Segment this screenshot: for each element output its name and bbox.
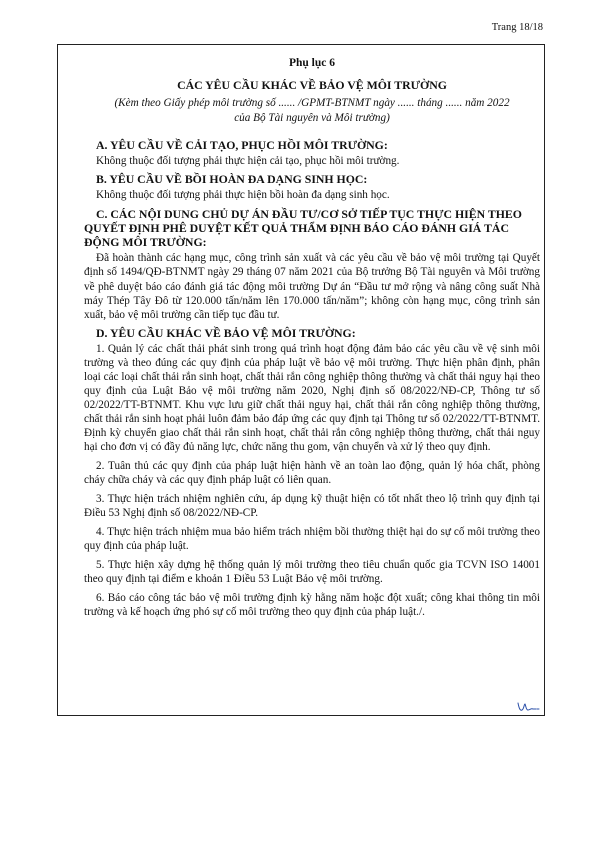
section-d-item-2: 2. Tuân thủ các quy định của pháp luật hiện hành về an toàn lao động, quản lý hóa chất, phòng cháy chữa cháy và các quy định pháp luật có liên quan.	[84, 460, 540, 487]
section-c-heading: C. CÁC NỘI DUNG CHỦ DỰ ÁN ĐẦU TƯ/CƠ SỞ TIẾP TỤC THỰC HIỆN THEO QUYẾT ĐỊNH PHÊ DUYỆT KẾT QUẢ THẨM ĐỊNH BÁO CÁO ĐÁNH GIÁ TÁC ĐỘNG MÔI TRƯỜNG:	[84, 206, 522, 250]
appendix-label: Phụ lục 6	[288, 57, 335, 69]
page-title: CÁC YÊU CẦU KHÁC VỀ BẢO VỆ MÔI TRƯỜNG	[177, 78, 447, 93]
section-a-text: Không thuộc đối tượng phải thực hiện cải tạo, phục hồi môi trường.	[96, 155, 400, 168]
section-d-heading: D. YÊU CẦU KHÁC VỀ BẢO VỆ MÔI TRƯỜNG:	[96, 326, 356, 341]
section-a-heading: A. YÊU CẦU VỀ CẢI TẠO, PHỤC HỒI MÔI TRƯỜNG:	[96, 137, 388, 152]
section-d-item-3: 3. Thực hiện trách nhiệm nghiên cứu, áp dụng kỹ thuật hiện có tốt nhất theo lộ trình quy định tại Điều 53 Nghị định số 08/2022/NĐ-CP.	[84, 493, 540, 520]
section-d-item-5: 5. Thực hiện xây dựng hệ thống quản lý môi trường theo tiêu chuẩn quốc gia TCVN ISO 14001 theo quy định tại điểm e khoản 1 Điều 53 Luật Bảo vệ môi trường.	[84, 559, 540, 586]
handwritten-initials-signature	[516, 700, 540, 714]
section-c-text: Đã hoàn thành các hạng mục, công trình sản xuất và các yêu cầu về bảo vệ môi trường tại Quyết định số 1494/QĐ-BTNMT ngày 29 tháng 07 năm 2021 của Bộ trưởng Bộ Tài nguyên và Môi trường về phê duyệt báo cáo đánh giá tác động môi trường Dự án “Đầu tư mở rộng và nâng công suất Nhà máy Thép Tây Đô từ 120.000 tấn/năm lên 170.000 tấn/năm”; không còn hạng mục, công trình sản xuất, bảo vệ môi trường cần tiếp tục đầu tư.	[84, 252, 540, 322]
subtitle-line-1: (Kèm theo Giấy phép môi trường số ...... /GPMT-BTNMT ngày ...... tháng ...... năm 2022	[114, 97, 510, 110]
section-d-item-4: 4. Thực hiện trách nhiệm mua bảo hiểm trách nhiệm bồi thường thiệt hại do sự cố môi trường theo quy định của pháp luật.	[84, 526, 540, 553]
section-b-heading: B. YÊU CẦU VỀ BỒI HOÀN ĐA DẠNG SINH HỌC:	[96, 172, 368, 187]
document-body	[84, 56, 540, 624]
section-d-item-6: 6. Báo cáo công tác bảo vệ môi trường định kỳ hằng năm hoặc đột xuất; công khai thông tin môi trường và kế hoạch ứng phó sự cố môi trường theo quy định của pháp luật./.	[84, 592, 540, 619]
page-number: Trang 18/18	[491, 22, 543, 33]
section-d-item-1: 1. Quản lý các chất thải phát sinh trong quá trình hoạt động đảm bảo các yêu cầu về vệ sinh môi trường và theo đúng các quy định của pháp luật về bảo vệ môi trường. Thực hiện phân định, phân loại các loại chất thải rắn sinh hoạt, chất thải rắn công nghiệp thông thường và chất thải nguy hại theo quy định của Luật Bảo vệ môi trường năm 2020, Nghị định số 08/2022/NĐ-CP, Thông tư số 02/2022/TT-BTNMT. Khu vực lưu giữ chất thải nguy hại, chất thải rắn công nghiệp thông thường, chất thải rắn sinh hoạt phải luôn đảm bảo đáp ứng các quy định tại Thông tư số 02/2022/TT-BTNMT. Định kỳ chuyển giao chất thải rắn sinh hoạt, chất thải rắn công nghiệp thông thường, chất thải nguy hại cho đơn vị có đầy đủ năng lực, chức năng thu gom, vận chuyển và xử lý theo quy định.	[84, 343, 540, 454]
section-b-text: Không thuộc đối tượng phải thực hiện bồi hoàn đa dạng sinh học.	[96, 189, 390, 202]
subtitle-line-2: của Bộ Tài nguyên và Môi trường)	[234, 111, 390, 124]
